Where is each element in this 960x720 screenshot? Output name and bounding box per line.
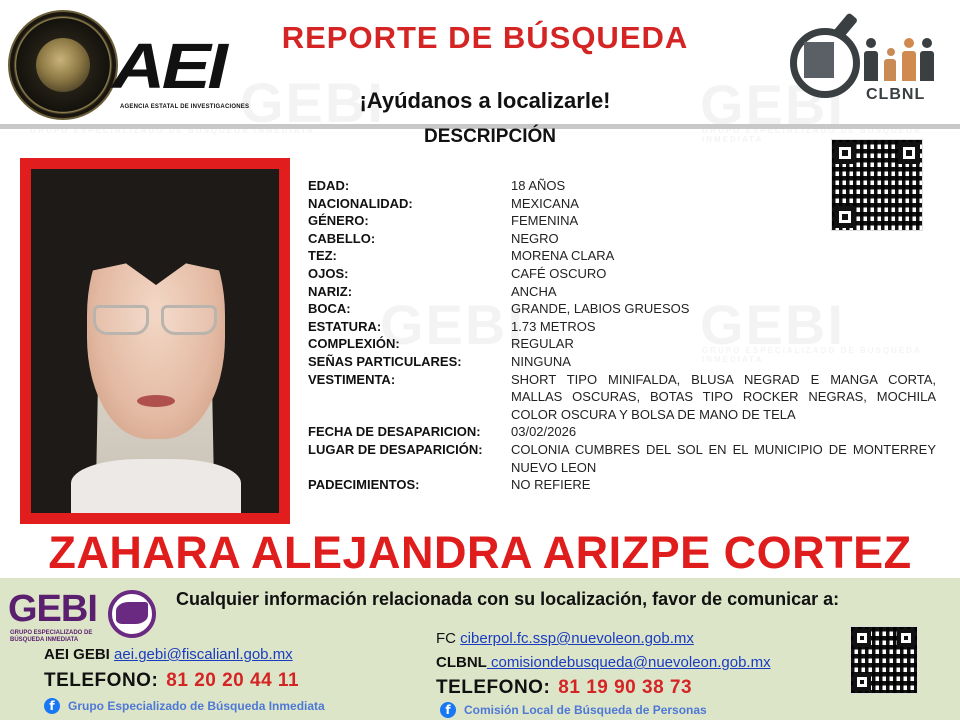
detail-value: ANCHA <box>511 283 557 299</box>
detail-row <box>308 212 936 230</box>
aei-email-link[interactable]: aei.gebi@fiscalianl.gob.mx <box>114 646 293 663</box>
qr-code-icon <box>850 626 918 694</box>
report-subtitle: ¡Ayúdanos a localizarle! <box>359 88 611 113</box>
gebi-logo-text: GEBI <box>8 588 97 630</box>
detail-value: NINGUNA <box>511 353 571 369</box>
aei-facebook[interactable] <box>44 698 325 714</box>
detail-row <box>308 230 936 248</box>
detail-label: EDAD: <box>308 178 350 193</box>
detail-value: MORENA CLARA <box>511 248 615 264</box>
missing-person-photo <box>20 158 290 524</box>
detail-label: BOCA: <box>308 301 351 317</box>
clbnl-email-link[interactable]: comisiondebusqueda@nuevoleon.gob.mx <box>486 654 771 671</box>
fc-contact <box>436 630 694 647</box>
nuevo-leon-map-icon <box>804 42 834 78</box>
section-heading: DESCRIPCIÓN <box>424 126 556 147</box>
aei-logo: AEI <box>112 30 225 102</box>
fc-contact-label: FC <box>436 630 456 647</box>
detail-row <box>308 177 936 195</box>
detail-value: 03/02/2026 <box>511 424 577 440</box>
detail-label: VESTIMENTA: <box>308 371 396 387</box>
aei-phone <box>44 670 299 692</box>
detail-label: ESTATURA: <box>308 318 382 334</box>
detail-label: CABELLO: <box>308 230 376 246</box>
aei-contact-label: AEI GEBI <box>44 646 110 663</box>
detail-value: COLONIA CUMBRES DEL SOL EN EL MUNICIPIO DE MONTERREY NUEVO LEON <box>511 441 936 475</box>
detail-value: REGULAR <box>511 336 574 352</box>
detail-label: NARIZ: <box>308 283 353 299</box>
detail-row <box>308 247 936 265</box>
detail-value: SHORT TIPO MINIFALDA, BLUSA NEGRAD E MANGA CORTA, MALLAS OSCURAS, BOTAS TIPO ROCKER NEGRAS, MOCHILA COLOR OSCURA Y BOLSA DE MANO DE TELA <box>511 371 936 422</box>
clbnl-contact-label: CLBNL <box>436 654 487 671</box>
detail-row <box>308 300 936 318</box>
detail-label: OJOS: <box>308 265 349 281</box>
clbnl-phone-label: TELEFONO: <box>436 677 551 698</box>
detail-row <box>308 283 936 301</box>
aei-facebook-label: Grupo Especializado de Búsqueda Inmediata <box>68 699 325 713</box>
description-table <box>308 177 936 494</box>
detail-label: FECHA DE DESAPARICION: <box>308 424 481 440</box>
clbnl-logo <box>786 10 936 110</box>
detail-value: CAFÉ OSCURO <box>511 265 607 281</box>
glasses <box>93 305 219 339</box>
detail-label: COMPLEXIÓN: <box>308 336 400 352</box>
detail-row <box>308 265 936 283</box>
detail-row <box>308 371 936 424</box>
people-icon <box>864 38 936 82</box>
clbnl-phone-number[interactable]: 81 19 90 38 73 <box>558 677 693 698</box>
aei-phone-number[interactable]: 81 20 20 44 11 <box>166 670 300 691</box>
clbnl-contact <box>436 654 771 671</box>
clbnl-facebook-label: Comisión Local de Búsqueda de Personas <box>464 703 707 717</box>
gebi-hand-icon <box>116 602 148 624</box>
detail-row <box>308 353 936 371</box>
detail-value: FEMENINA <box>511 213 579 229</box>
fiscalia-seal-icon <box>8 10 118 120</box>
detail-label: LUGAR DE DESAPARICIÓN: <box>308 441 483 457</box>
facebook-icon: f <box>440 702 456 718</box>
detail-value: NEGRO <box>511 230 559 246</box>
detail-row <box>308 476 936 494</box>
detail-label: PADECIMIENTOS: <box>308 477 420 493</box>
detail-label: NACIONALIDAD: <box>308 195 413 211</box>
detail-row <box>308 335 936 353</box>
gebi-subtitle: GRUPO ESPECIALIZADO DE BÚSQUEDA INMEDIATA <box>10 630 93 643</box>
detail-label: GÉNERO: <box>308 213 369 229</box>
contact-headline: Cualquier información relacionada con su localización, favor de comunicar a: <box>176 589 840 609</box>
person-name: ZAHARA ALEJANDRA ARIZPE CORTEZ <box>48 527 912 578</box>
detail-row <box>308 441 936 476</box>
aei-subtitle: AGENCIA ESTATAL DE INVESTIGACIONES <box>120 104 250 110</box>
detail-row <box>308 195 936 213</box>
clbnl-logo-text: CLBNL <box>866 86 926 103</box>
detail-label: SEÑAS PARTICULARES: <box>308 353 462 369</box>
fc-email-link[interactable]: ciberpol.fc.ssp@nuevoleon.gob.mx <box>460 630 694 647</box>
detail-value: 18 AÑOS <box>511 178 566 193</box>
detail-row <box>308 318 936 336</box>
aei-contact <box>44 646 293 663</box>
detail-value: MEXICANA <box>511 195 579 211</box>
facebook-icon: f <box>44 698 60 714</box>
gebi-logo <box>8 586 168 646</box>
report-title: REPORTE DE BÚSQUEDA <box>281 20 689 55</box>
detail-value: GRANDE, LABIOS GRUESOS <box>511 301 690 317</box>
detail-label: TEZ: <box>308 248 337 264</box>
detail-row <box>308 423 936 441</box>
clbnl-phone <box>436 677 692 699</box>
detail-value: NO REFIERE <box>511 477 591 493</box>
detail-value: 1.73 METROS <box>511 318 596 334</box>
clbnl-facebook[interactable] <box>440 702 707 718</box>
aei-phone-label: TELEFONO: <box>44 670 159 691</box>
